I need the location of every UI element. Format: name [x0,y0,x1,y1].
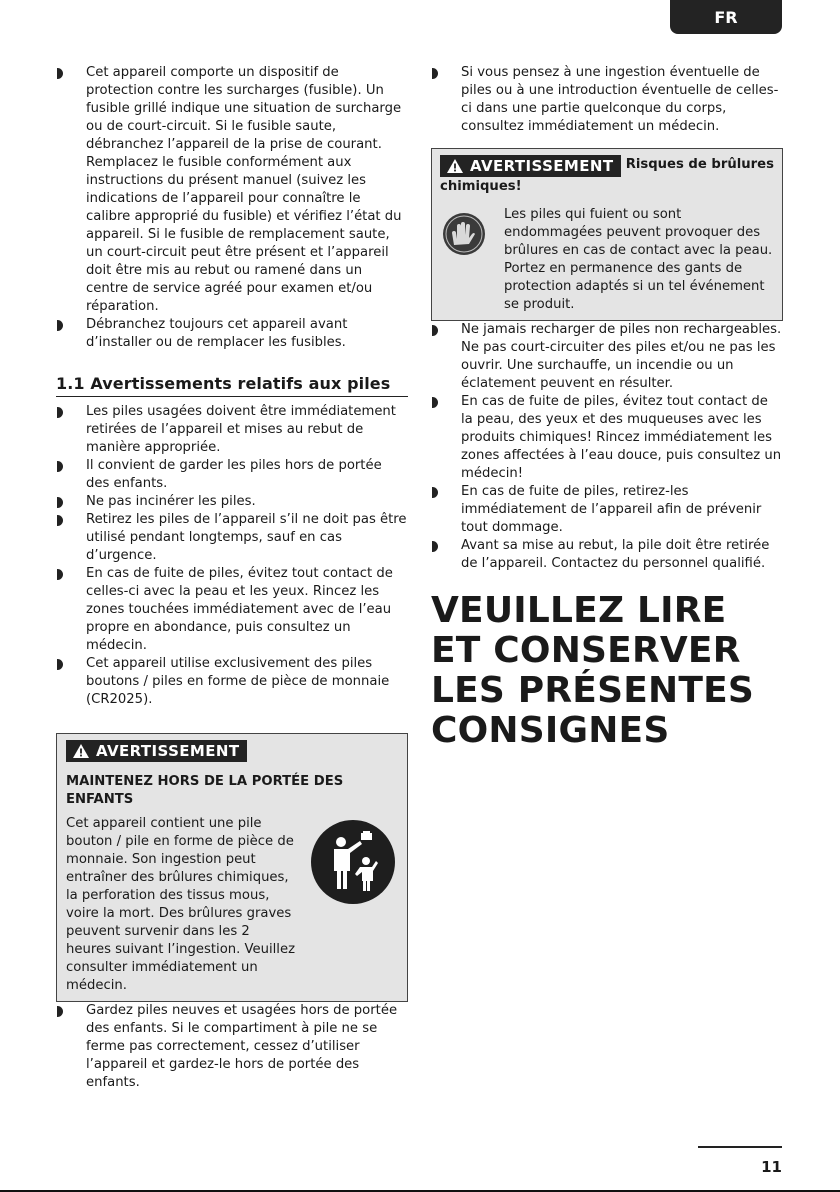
warning-body: Les piles qui fuient ou sont endommagées peuvent provoquer des brûlures en cas de contact avec la peau. Portez en permanence des gants de protection adaptés si un tel événement se produit. [504,207,773,312]
bullet-marker [57,659,63,670]
list-item: En cas de fuite de piles, évitez tout contact de celles-ci avec la peau et les yeux. Rincez les zones touchées immédiatement avec de l’eau propre en abondance, puis consultez un médecin. [56,565,408,655]
battery-handling-list [431,321,783,573]
bullet-marker [432,487,438,498]
bullet-marker [432,68,438,79]
bullet-marker [432,541,438,552]
list-item: Ne pas incinérer les piles. [56,493,408,511]
list-item: Les piles usagées doivent être immédiatement retirées de l’appareil et mises au rebut de manière appropriée. [56,403,408,457]
fuse-instructions-list [56,64,408,352]
read-and-keep-heading: VEUILLEZ LIRE ET CONSERVER LES PRÉSENTES CONSIGNES [431,590,755,751]
warning-triangle-icon [446,158,464,174]
list-item: Gardez piles neuves et usagées hors de portée des enfants. Si le compartiment à pile ne se ferme pas correctement, cessez d’utiliser l’appareil et gardez-le hors de portée des enfants. [56,1002,408,1092]
bullet-marker [432,397,438,408]
bullet-marker [57,407,63,418]
protective-gloves-icon [442,212,486,314]
bullet-marker [57,68,63,79]
left-column [56,64,408,1092]
bullet-marker [57,461,63,472]
bullet-marker [57,515,63,526]
warning-title: Risques de brûlures chimiques! [440,157,774,194]
list-item: En cas de fuite de piles, retirez-les immédiatement de l’appareil afin de prévenir tout dommage. [431,483,783,537]
ingestion-list [431,64,783,136]
bullet-marker [57,569,63,580]
right-column [431,64,783,751]
list-item: Cet appareil utilise exclusivement des piles boutons / piles en forme de pièce de monnaie (CR2025). [56,655,408,709]
section-heading: 1.1 Avertissements relatifs aux piles [56,374,408,397]
keep-away-from-children-icon [310,819,396,995]
warning-body: Cet appareil contient une pile bouton / pile en forme de pièce de monnaie. Son ingestion peut entraîner des brûlures chimiques, la perforation des tissus mous, voire la mort. Des brûlures graves peuvent survenir dans les 2 heures suivant l’ingestion. Veuillez consulter immédiatement un médecin. [66,816,296,993]
list-item: En cas de fuite de piles, évitez tout contact de la peau, des yeux et des muqueuses avec les produits chimiques! Rincez immédiatement les zones affectées à l’eau douce, puis consultez un médecin! [431,393,783,483]
bullet-marker [57,497,63,508]
children-warning-box [56,733,408,1002]
list-item: Avant sa mise au rebut, la pile doit être retirée de l’appareil. Contactez du personnel qualifié. [431,537,783,573]
warning-label: AVERTISSEMENT [66,740,247,762]
bullet-marker [432,325,438,336]
warning-title: MAINTENEZ HORS DE LA PORTÉE DES ENFANTS [66,774,344,807]
list-item: Il convient de garder les piles hors de portée des enfants. [56,457,408,493]
warning-triangle-icon [72,743,90,759]
list-item: Débranchez toujours cet appareil avant d’installer ou de remplacer les fusibles. [56,316,408,352]
list-item: Si vous pensez à une ingestion éventuelle de piles ou à une introduction éventuelle de celles-ci dans une partie quelconque du corps, consultez immédiatement un médecin. [431,64,783,136]
list-item: Retirez les piles de l’appareil s’il ne doit pas être utilisé pendant longtemps, sauf en cas d’urgence. [56,511,408,565]
bullet-marker [57,320,63,331]
storage-instructions-list [56,1002,408,1092]
language-tab: FR [670,0,782,34]
list-item: Ne jamais recharger de piles non rechargeables. Ne pas court-circuiter des piles et/ou ne pas les ouvrir. Une surchauffe, un incendie ou un éclatement peuvent en résulter. [431,321,783,393]
battery-warnings-list [56,403,408,709]
chemical-burns-warning-box [431,148,783,321]
page-number: 11 [761,1158,782,1176]
footer-divider [698,1146,782,1148]
bullet-marker [57,1006,63,1017]
list-item: Cet appareil comporte un dispositif de protection contre les surcharges (fusible). Un fusible grillé indique une situation de surcharge ou de court-circuit. Si le fusible saute, débranchez l’appareil de la prise de courant. Remplacez le fusible conformément aux instructions du présent manuel (suivez les indications de l’appareil pour connaître le calibre approprié du fusible) et vérifiez l’état du appareil. Si le fusible de remplacement saute, un court-circuit peut être présent et l’appareil doit être mis au rebut ou ramené dans un centre de service agréé pour examen et/ou réparation. [56,64,408,316]
warning-label: AVERTISSEMENT [440,155,621,177]
